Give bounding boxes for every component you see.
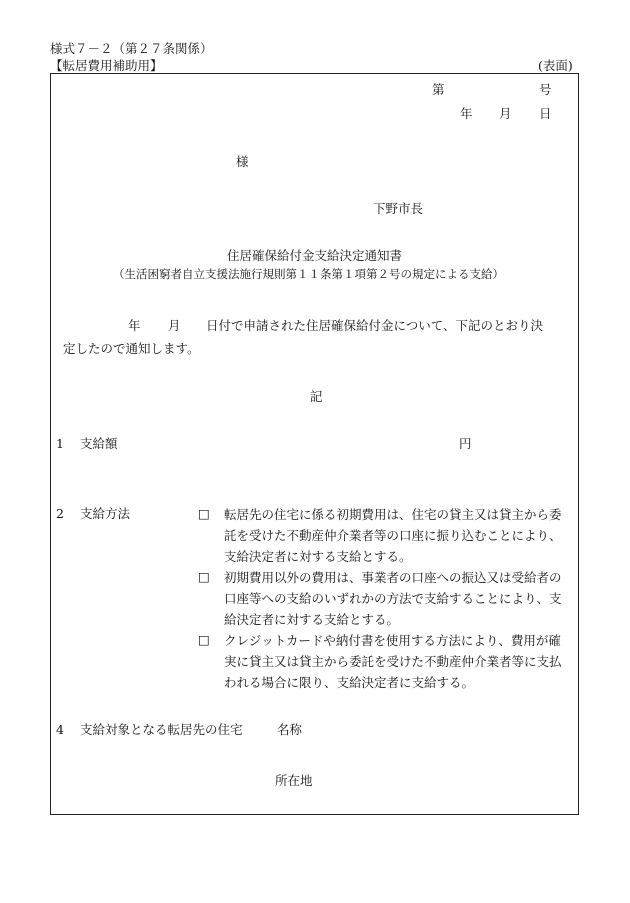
method-label: 支給方法 bbox=[80, 506, 131, 521]
method-option-1-checkbox: □ bbox=[198, 506, 210, 521]
body-line-2: 定したので通知します。 bbox=[63, 341, 200, 356]
housing-label: 支給対象となる転居先の住宅 bbox=[80, 722, 243, 737]
method-option-3-line-3: われる場合に限り、支給決定者に支給する。 bbox=[224, 675, 475, 690]
document-subtitle: （生活困窮者自立支援法施行規則第１１条第１項第２号の規定による支給） bbox=[113, 267, 504, 281]
date-day-label: 日 bbox=[539, 106, 552, 121]
method-option-2-line-3: 給決定者に対する支給とする。 bbox=[224, 612, 400, 627]
method-option-3-checkbox: □ bbox=[198, 632, 210, 647]
method-option-3-line-2: 実に貸主又は貸主から委託を受けた不動産仲介業者等に支払 bbox=[224, 654, 562, 669]
method-option-2-line-1: 初期費用以外の費用は、事業者の口座への振込又は受給者の bbox=[224, 570, 562, 585]
amount-label: 支給額 bbox=[80, 436, 118, 451]
method-number: 2 bbox=[56, 506, 64, 521]
doc-number-prefix: 第 bbox=[432, 82, 445, 97]
document-title: 住居確保給付金支給決定通知書 bbox=[227, 248, 403, 263]
issuer: 下野市長 bbox=[373, 201, 424, 216]
method-option-2-line-2: 口座等への支給のいずれかの方法で支給することにより、支 bbox=[224, 591, 562, 606]
date-month-label: 月 bbox=[499, 106, 512, 121]
ki-heading: 記 bbox=[310, 389, 323, 404]
side-label: (表面) bbox=[538, 58, 573, 73]
form-number: 様式７－２（第２７条関係） bbox=[50, 41, 213, 56]
form-type-label: 【転居費用補助用】 bbox=[50, 58, 163, 73]
amount-number: 1 bbox=[56, 436, 64, 451]
housing-name-label: 名称 bbox=[277, 722, 303, 737]
housing-number: 4 bbox=[56, 722, 64, 737]
body-year: 年 bbox=[128, 318, 141, 333]
method-option-2-checkbox: □ bbox=[198, 569, 210, 584]
method-option-1-line-2: 託を受けた不動産仲介業者等の口座に振り込むことにより、 bbox=[224, 528, 562, 543]
housing-address-label: 所在地 bbox=[275, 773, 313, 788]
method-option-3-line-1: クレジットカードや納付書を使用する方法により、費用が確 bbox=[224, 633, 561, 648]
body-line-1: 日付で申請された住居確保給付金について、下記のとおり決 bbox=[206, 318, 544, 333]
method-option-1-line-3: 支給決定者に対する支給とする。 bbox=[224, 549, 412, 564]
notice-form-box bbox=[50, 73, 579, 815]
addressee-sama: 様 bbox=[236, 154, 249, 169]
amount-unit: 円 bbox=[459, 436, 472, 451]
method-option-3 bbox=[224, 630, 580, 693]
method-option-1 bbox=[224, 504, 580, 567]
method-option-1-line-1: 転居先の住宅に係る初期費用は、住宅の貸主又は貸主から委 bbox=[224, 507, 562, 522]
doc-number-suffix: 号 bbox=[539, 82, 552, 97]
method-option-2 bbox=[224, 567, 580, 630]
date-year-label: 年 bbox=[460, 106, 473, 121]
body-month: 月 bbox=[168, 318, 181, 333]
